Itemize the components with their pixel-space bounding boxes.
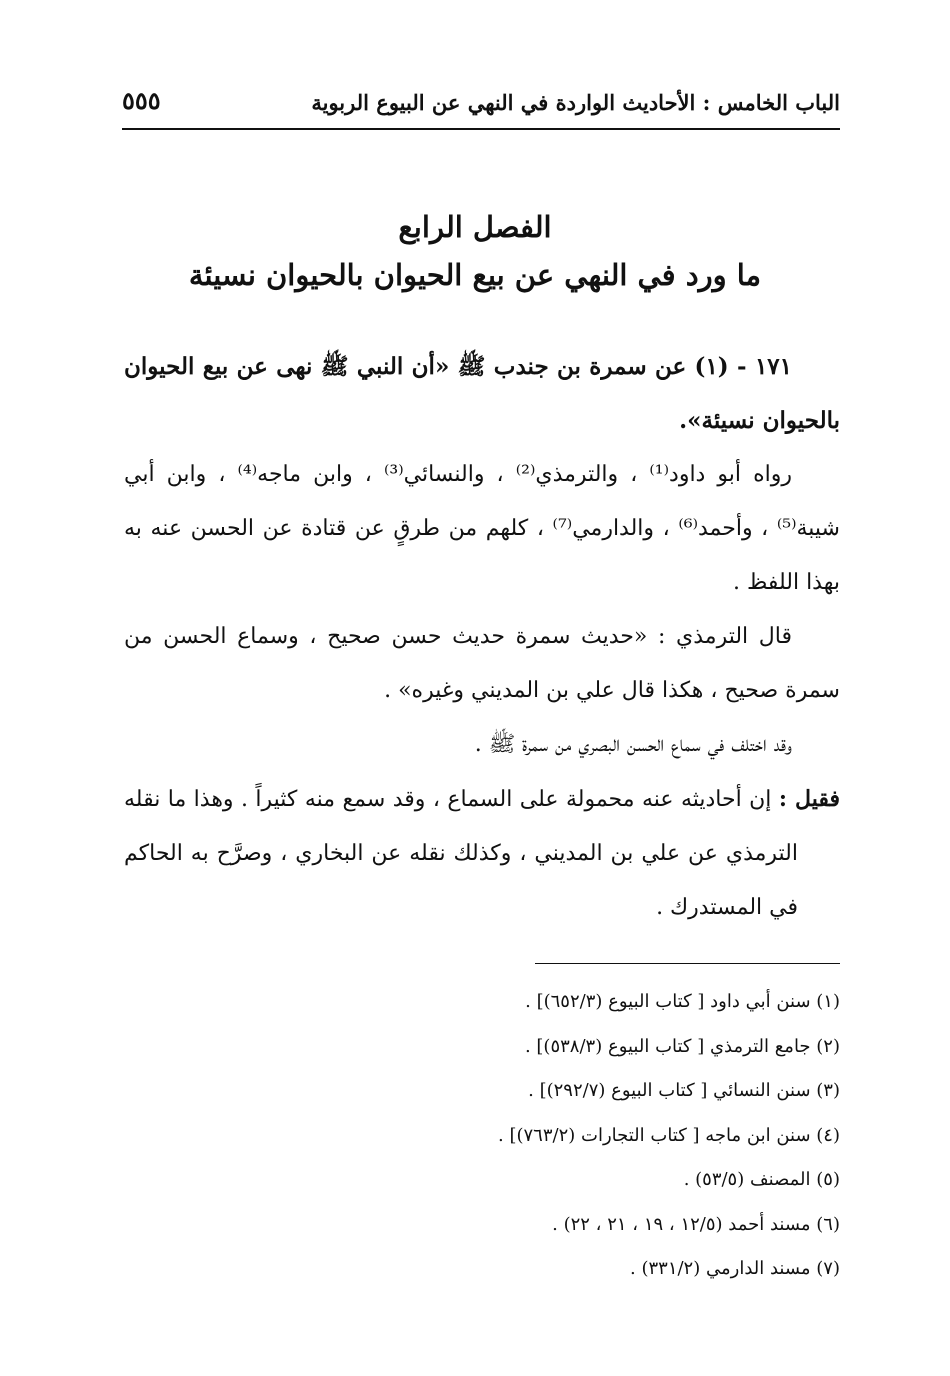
footnote-item: (٣) سنن النسائي [ كتاب البيوع (٢٩٢/٧)] . [528,1080,840,1101]
opinion-paragraph [124,772,840,935]
tirmidhi-quote: قال الترمذي : «حديث سمرة حديث حسن صحيح ، وسماع الحسن من سمرة صحيح ، هكذا قال علي بن المديني وغيره» . [124,624,840,703]
footnote-item: (٥) المصنف (٥٣/٥) . [683,1169,840,1190]
footnote-item: (١) سنن أبي داود [ كتاب البيوع (٦٥٢/٣)] . [525,991,840,1012]
chapter-title: الفصل الرابع [398,210,552,244]
running-header [122,82,840,130]
hadith-text: ١٧١ - (١) عن سمرة بن جندب ﷺ «أن النبي ﷺ نهى عن بيع الحيوان بالحيوان نسيئة». [124,353,840,434]
footnote-item: (٤) سنن ابن ماجه [ كتاب التجارات (٧٦٣/٢)] . [498,1124,840,1146]
footnote-item: (٦) مسند أحمد (١٢/٥ ، ١٩ ، ٢١ ، ٢٢) . [552,1213,840,1235]
footnote-divider [535,963,840,964]
takhrij-paragraph: رواه أبو داود⁽¹⁾ ، والترمذي⁽²⁾ ، والنسائي⁽³⁾ ، وابن ماجه⁽⁴⁾ ، وابن أبي شيبة⁽⁵⁾ ، وأحمد⁽⁶⁾ ، والدارمي⁽⁷⁾ ، كلهم من طرقٍ عن قتادة عن الحسن عنه به بهذا اللفظ . [124,462,840,595]
opinion-text: إن أحاديثه عنه محمولة على السماع ، وقد سمع منه كثيراً . وهذا ما نقله الترمذي عن علي بن المديني ، وكذلك نقله عن البخاري ، وصرَّح به الحاكم في المستدرك . [124,787,798,920]
header-title: الباب الخامس : الأحاديث الواردة في النهي عن البيوع الربوية [311,90,840,115]
chapter-heading [0,204,950,300]
disagreement-paragraph: وقد اختلف في سماع الحسن البصري من سمرة ﷺ . [474,732,792,757]
footnote-item: (٧) مسند الدارمي (٣٣١/٢) . [630,1258,840,1279]
footnotes-list [124,980,840,1292]
chapter-subtitle: ما ورد في النهي عن بيع الحيوان بالحيوان نسيئة [188,258,762,292]
opinion-label: فقيل : [778,786,840,812]
page-number: ٥٥٥ [122,86,161,115]
footnote-item: (٢) جامع الترمذي [ كتاب البيوع (٥٣٨/٣)] . [524,1035,840,1057]
main-text [124,340,840,935]
